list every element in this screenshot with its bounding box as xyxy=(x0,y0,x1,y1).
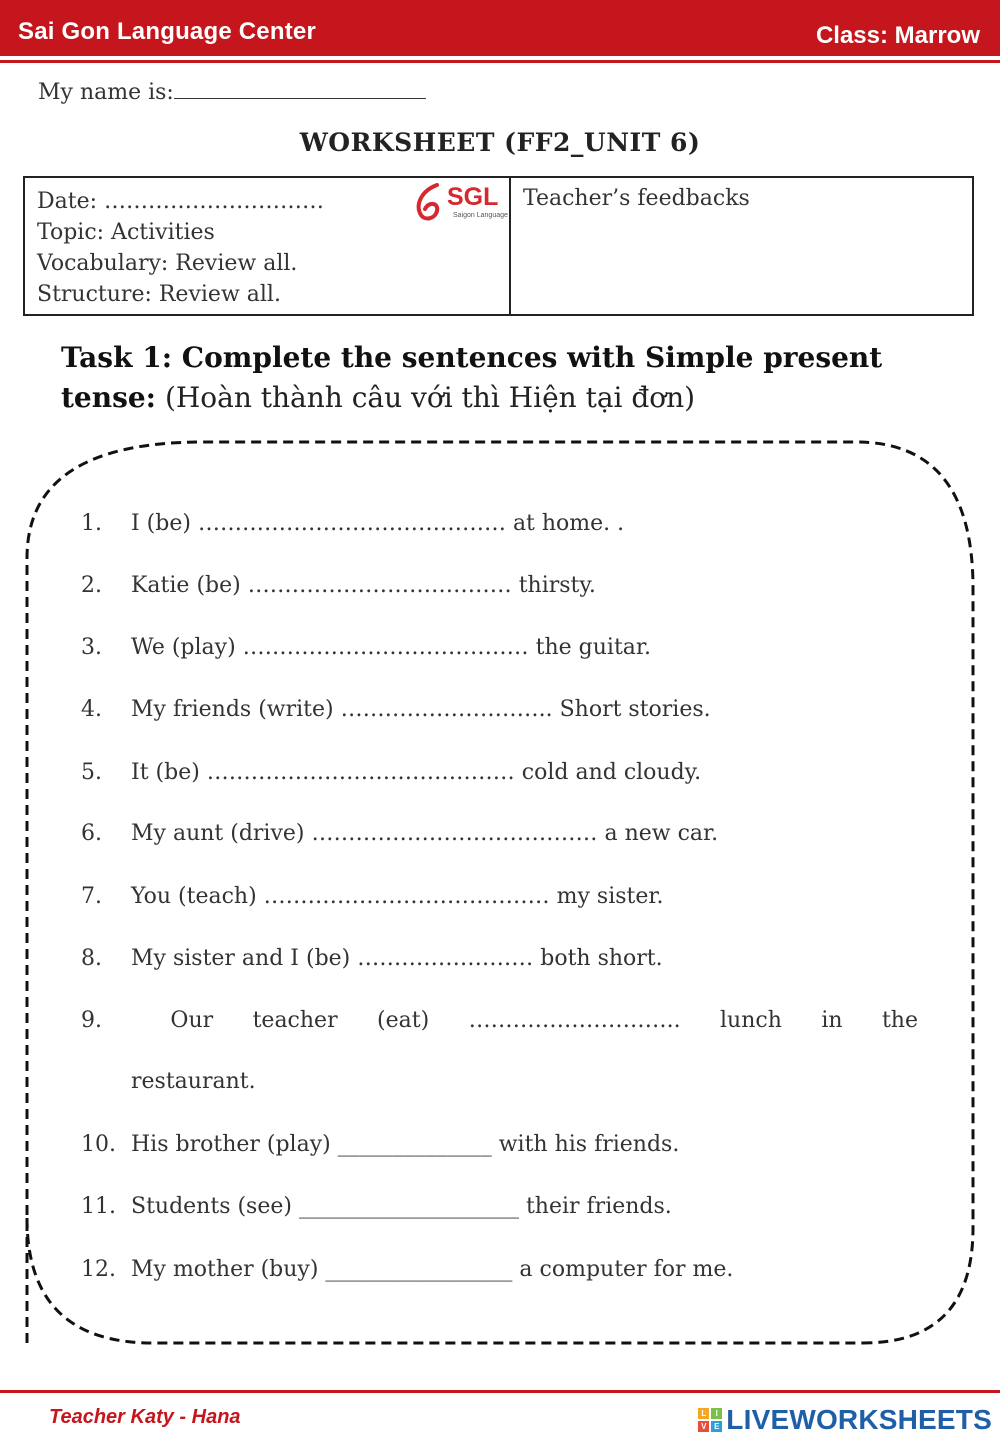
footer-divider xyxy=(0,1390,1000,1393)
class-label: Class: Marrow xyxy=(815,22,980,49)
item-text: We (play) ………………………………… the guitar. xyxy=(131,635,652,660)
item-number: 8. xyxy=(81,946,102,971)
item-number: 11. xyxy=(81,1194,116,1219)
exercise-item xyxy=(81,1194,672,1219)
item-number: 5. xyxy=(81,760,102,785)
name-label: My name is: xyxy=(38,80,174,105)
item-text: It (be) …………………………………… cold and cloudy. xyxy=(131,760,702,785)
task-title: Task 1: Complete the sentences with Simple present tense: xyxy=(61,341,883,414)
center-name: Sai Gon Language Center xyxy=(18,18,316,45)
exercise-item xyxy=(81,760,701,785)
exercise-item xyxy=(81,1257,733,1282)
topic-line: Topic: Activities xyxy=(37,220,215,245)
exercise-item xyxy=(81,573,596,598)
logo-square-v: V xyxy=(698,1421,709,1432)
logo-text: SGL xyxy=(447,183,499,211)
exercise-item xyxy=(81,635,651,660)
worksheet-title: WORKSHEET (FF2_UNIT 6) xyxy=(299,128,701,157)
item-word: Our xyxy=(170,1008,214,1033)
item-word: (eat) xyxy=(377,1008,430,1033)
item-number: 9. xyxy=(81,1008,102,1033)
item-number: 7. xyxy=(81,884,102,909)
teacher-feedback-label: Teacher’s feedbacks xyxy=(523,186,750,211)
item-text: You (teach) ………………………………… my sister. xyxy=(131,884,664,909)
logo-square-i: I xyxy=(711,1408,722,1419)
item-word: teacher xyxy=(252,1008,338,1033)
item-number: 4. xyxy=(81,697,102,722)
item-text: His brother (play) ______________ with his friends. xyxy=(131,1132,680,1157)
liveworksheets-logo[interactable] xyxy=(698,1404,992,1436)
item-text: Students (see) ____________________ their friends. xyxy=(131,1194,672,1219)
item-number: 2. xyxy=(81,573,102,598)
logo-square-e: E xyxy=(711,1421,722,1432)
item-number: 12. xyxy=(81,1257,116,1282)
exercise-item xyxy=(81,1008,918,1094)
item-number: 6. xyxy=(81,821,102,846)
exercise-item xyxy=(81,1132,679,1157)
teacher-name: Teacher Katy - Hana xyxy=(49,1406,241,1428)
exercise-item xyxy=(81,511,624,536)
item-text: My friends (write) ……………………….. Short stories. xyxy=(131,697,711,722)
item-word: in xyxy=(821,1008,843,1033)
item-word: lunch xyxy=(720,1008,782,1033)
logo-subtext: Saigon Language xyxy=(453,212,508,219)
task-note: (Hoàn thành câu với thì Hiện tại đơn) xyxy=(164,381,696,414)
exercise-item xyxy=(81,884,664,909)
date-line: Date: ………………………… xyxy=(37,189,325,214)
exercise-item xyxy=(81,697,711,722)
item-text: I (be) …………………………………… at home. . xyxy=(131,511,625,536)
item-text: My sister and I (be) …………………… both short. xyxy=(131,946,663,971)
exercise-item xyxy=(81,946,663,971)
item-text: My aunt (drive) ………………………………… a new car. xyxy=(131,821,719,846)
item-number: 10. xyxy=(81,1132,116,1157)
item-text: My mother (buy) _________________ a computer for me. xyxy=(131,1257,734,1282)
item-text: Katie (be) ……………………………… thirsty. xyxy=(131,573,596,598)
exercise-item xyxy=(81,821,718,846)
logo-square-l: L xyxy=(698,1408,709,1419)
item-number: 1. xyxy=(81,511,102,536)
structure-line: Structure: Review all. xyxy=(37,282,281,307)
item-continuation: restaurant. xyxy=(131,1069,256,1094)
item-word: the xyxy=(881,1008,918,1033)
item-word: ……………………….. xyxy=(468,1008,681,1033)
liveworksheets-squares-icon xyxy=(698,1408,722,1432)
item-number: 3. xyxy=(81,635,102,660)
vocabulary-line: Vocabulary: Review all. xyxy=(37,251,298,276)
liveworksheets-wordmark: LIVEWORKSHEETS xyxy=(726,1404,992,1435)
